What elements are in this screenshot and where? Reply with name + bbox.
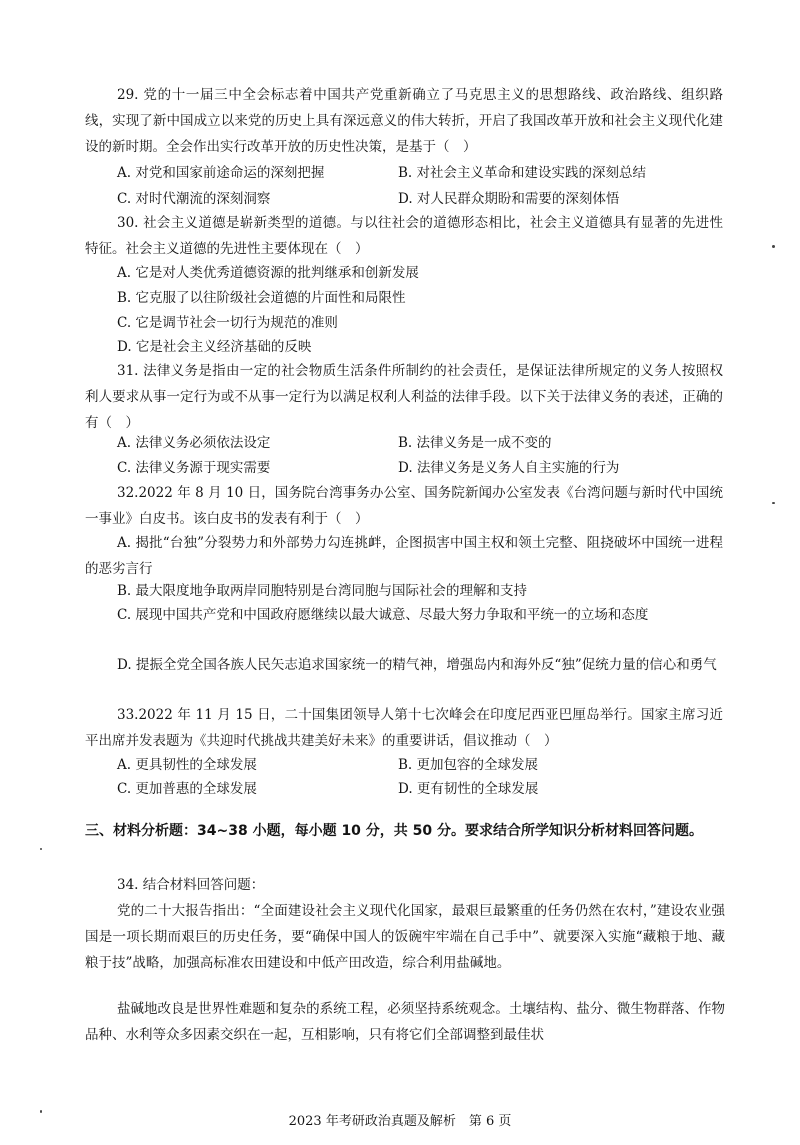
- q31-stem: 31. 法律义务是指由一定的社会物质生活条件所制约的社会责任，是保证法律所规定的义务人按照权利人要求从事一定行为或不从事一定行为以满足权利人利益的法律手段。以下关于法律义务的表述，正确的有（ ）: [85, 363, 723, 431]
- q30-option-b: B. 它克服了以往阶级社会道德的片面性和局限性: [117, 290, 406, 306]
- q32-stem: 32.2022 年 8 月 10 日，国务院台湾事务办公室、国务院新闻办公室发表《台湾问题与新时代中国统一事业》白皮书。该白皮书的发表有利于（ ）: [85, 485, 723, 527]
- q34-title: 34. 结合材料回答问题：: [117, 877, 265, 893]
- q33-option-b: B. 更加包容的全球发展: [398, 757, 539, 773]
- q30-option-c: C. 它是调节社会一切行为规范的准则: [117, 315, 338, 331]
- scan-speck: [772, 502, 775, 504]
- q33-stem: 33.2022 年 11 月 15 日，二十国集团领导人第十七次峰会在印度尼西亚巴厘岛举行。国家主席习近平出席并发表题为《共迎时代挑战共建美好未来》的重要讲话，倡议推动（ ）: [85, 707, 723, 749]
- q29-option-d: D. 对人民群众期盼和需要的深刻体悟: [398, 191, 620, 207]
- q34-material-para-2: 盐碱地改良是世界性难题和复杂的系统工程，必须坚持系统观念。土壤结构、盐分、微生物群落、作物品种、水利等众多因素交织在一起，互相影响，只有将它们全部调整到最佳状: [85, 1001, 725, 1043]
- scan-speck: [40, 1110, 42, 1113]
- q30-option-d: D. 它是社会主义经济基础的反映: [117, 339, 312, 355]
- q30-option-a: A. 它是对人类优秀道德资源的批判继承和创新发展: [117, 265, 419, 281]
- q30-stem: 30. 社会主义道德是崭新类型的道德。与以往社会的道德形态相比，社会主义道德具有显著的先进性特征。社会主义道德的先进性主要体现在（ ）: [85, 215, 723, 257]
- q33-option-a: A. 更具韧性的全球发展: [117, 757, 257, 773]
- q29-stem: 29. 党的十一届三中全会标志着中国共产党重新确立了马克思主义的思想路线、政治路线、组织路线，实现了新中国成立以来党的历史上具有深远意义的伟大转折，开启了我国改革开放和社会主义现代化建设的新时期。全会作出实行改革开放的历史性决策，是基于（ ）: [85, 87, 723, 155]
- scan-speck: [772, 245, 775, 248]
- q31-option-a: A. 法律义务必须依法设定: [117, 435, 271, 451]
- q32-option-a: A. 揭批“台独”分裂势力和外部势力勾连挑衅，企图损害中国主权和领土完整、阻挠破坏中国统一进程的恶劣言行: [85, 535, 723, 577]
- q34-material-para-1: 党的二十大报告指出：“全面建设社会主义现代化国家，最艰巨最繁重的任务仍然在农村，”建设农业强国是一项长期而艰巨的历史任务，要“确保中国人的饭碗牢牢端在自己手中”、就要深入实施“藏粮于地、藏粮于技”战略，加强高标准农田建设和中低产田改造，综合利用盐碱地。: [85, 903, 725, 971]
- q31-option-b: B. 法律义务是一成不变的: [398, 435, 552, 451]
- q32-option-c: C. 展现中国共产党和中国政府愿继续以最大诚意、尽最大努力争取和平统一的立场和态度: [117, 607, 649, 623]
- q33-option-c: C. 更加普惠的全球发展: [117, 781, 257, 797]
- scan-speck: [40, 848, 42, 850]
- section-3-heading: 三、材料分析题：34~38 小题，每小题 10 分，共 50 分。要求结合所学知识分析材料回答问题。: [85, 823, 704, 839]
- q31-option-d: D. 法律义务是义务人自主实施的行为: [398, 460, 620, 476]
- page-footer: 2023 年考研政治真题及解析 第 6 页: [288, 1114, 512, 1129]
- q29-option-c: C. 对时代潮流的深刻洞察: [117, 191, 271, 207]
- q29-option-b: B. 对社会主义革命和建设实践的深刻总结: [398, 165, 647, 181]
- q32-option-b: B. 最大限度地争取两岸同胞特别是台湾同胞与国际社会的理解和支持: [117, 583, 528, 599]
- q32-option-d: D. 提振全党全国各族人民矢志追求国家统一的精气神，增强岛内和海外反“独”促统力量的信心和勇气: [117, 657, 717, 673]
- q29-option-a: A. 对党和国家前途命运的深刻把握: [117, 165, 325, 181]
- q33-option-d: D. 更有韧性的全球发展: [398, 781, 539, 797]
- q31-option-c: C. 法律义务源于现实需要: [117, 460, 271, 476]
